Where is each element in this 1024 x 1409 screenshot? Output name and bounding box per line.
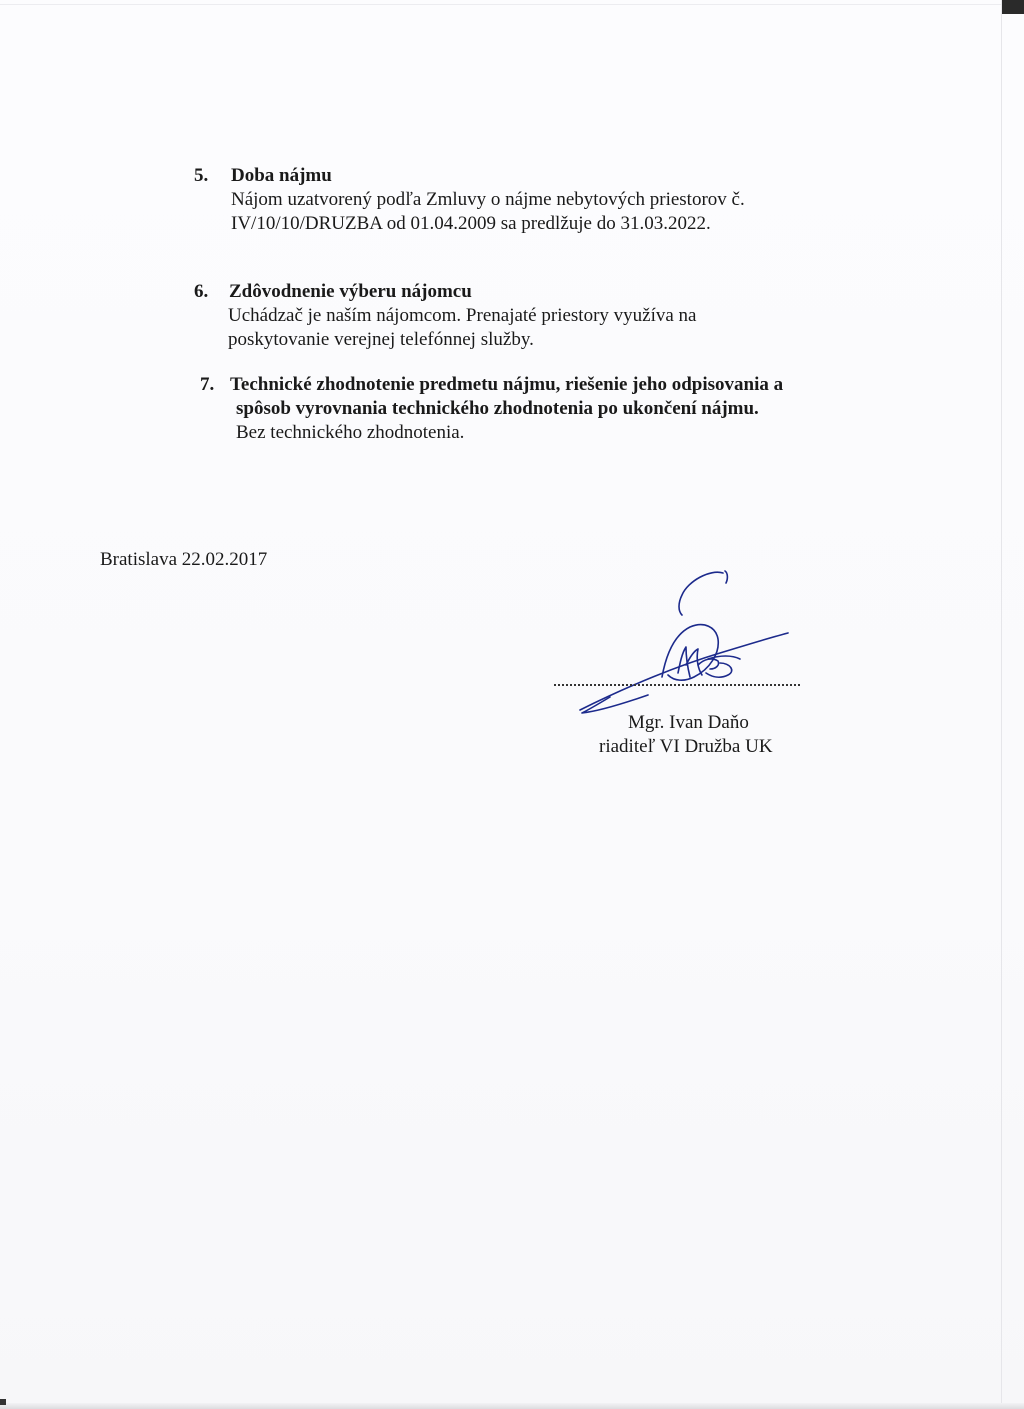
signatory-name: Mgr. Ivan Daňo — [628, 712, 749, 733]
page-bottom-edge — [0, 1403, 1024, 1409]
section-7-heading-line-1: Technické zhodnotenie predmetu nájmu, riešenie jeho odpisovania a — [230, 374, 784, 395]
section-5-line-1: Nájom uzatvorený podľa Zmluvy o nájme nebytových priestorov č. — [231, 189, 745, 210]
section-7-number: 7. — [200, 374, 215, 395]
signature-line — [554, 684, 800, 686]
section-5-line-2: IV/10/10/DRUZBA od 01.04.2009 sa predlžuje do 31.03.2022. — [231, 213, 711, 234]
section-6-heading: Zdôvodnenie výberu nájomcu — [229, 281, 472, 302]
page-top-edge — [0, 4, 1024, 5]
page-right-edge — [1001, 0, 1002, 1409]
signatory-title: riaditeľ VI Družba UK — [599, 736, 773, 757]
scan-corner-mark — [1002, 0, 1024, 14]
place-date: Bratislava 22.02.2017 — [100, 549, 268, 570]
section-6-line-1: Uchádzač je naším nájomcom. Prenajaté priestory využíva na — [228, 305, 697, 326]
section-5-heading: Doba nájmu — [231, 165, 332, 186]
section-6-number: 6. — [194, 281, 209, 302]
section-5-number: 5. — [194, 165, 209, 186]
section-6-line-2: poskytovanie verejnej telefónnej služby. — [228, 329, 534, 350]
section-7-heading-line-2: spôsob vyrovnania technického zhodnotenia po ukončení nájmu. — [236, 398, 759, 419]
handwritten-signature — [570, 565, 800, 725]
section-7-line-1: Bez technického zhodnotenia. — [236, 422, 465, 443]
scan-bottom-mark — [0, 1399, 6, 1405]
